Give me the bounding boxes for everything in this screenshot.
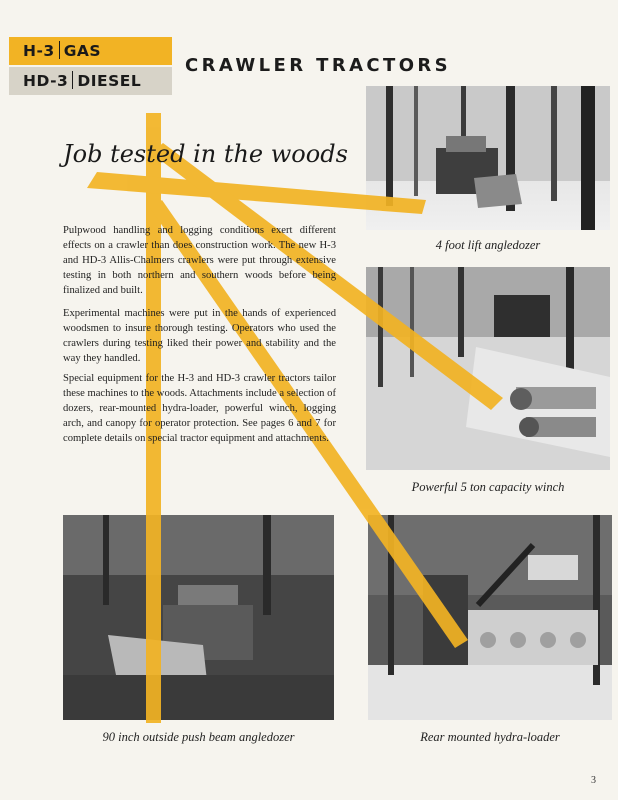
section-heading: Job tested in the woods: [63, 140, 348, 168]
photo-caption: 4 foot lift angledozer: [435, 238, 541, 252]
photo-caption: 90 inch outside push beam angledozer: [102, 730, 295, 744]
body-paragraph: Experimental machines were put in the hands of experienced woodsmen to insure thorough testing. Operators who used the crawlers during testing liked their power and stability and the way they handled.: [63, 308, 336, 364]
badge-gas-fuel: GAS: [63, 42, 102, 60]
badge-gas-model: H-3: [23, 42, 55, 60]
photo-caption: Powerful 5 ton capacity winch: [411, 480, 565, 494]
page-title: CRAWLER TRACTORS: [185, 55, 452, 76]
body-paragraph: Special equipment for the H-3 and HD-3 crawler tractors tailor these machines to the woods. Attachments include a selection of dozers, rear-mounted hydra-loader, powerful winch, logging arch, and canopy for operator protection. See pages 6 and 7 for complete details on special tractor equipment and attachments.: [63, 373, 336, 444]
photo-caption: Rear mounted hydra-loader: [420, 730, 560, 744]
badge-diesel-model: HD-3: [23, 72, 69, 90]
badge-diesel-fuel: DIESEL: [77, 72, 142, 90]
body-paragraph: Pulpwood handling and logging conditions exert different effects on a crawler than does construction work. The new H-3 and HD-3 Allis-Chalmers crawlers were put through extensive testing in both northern and southern woods before being finalized and built.: [63, 225, 336, 296]
page-number: 3: [591, 775, 596, 786]
